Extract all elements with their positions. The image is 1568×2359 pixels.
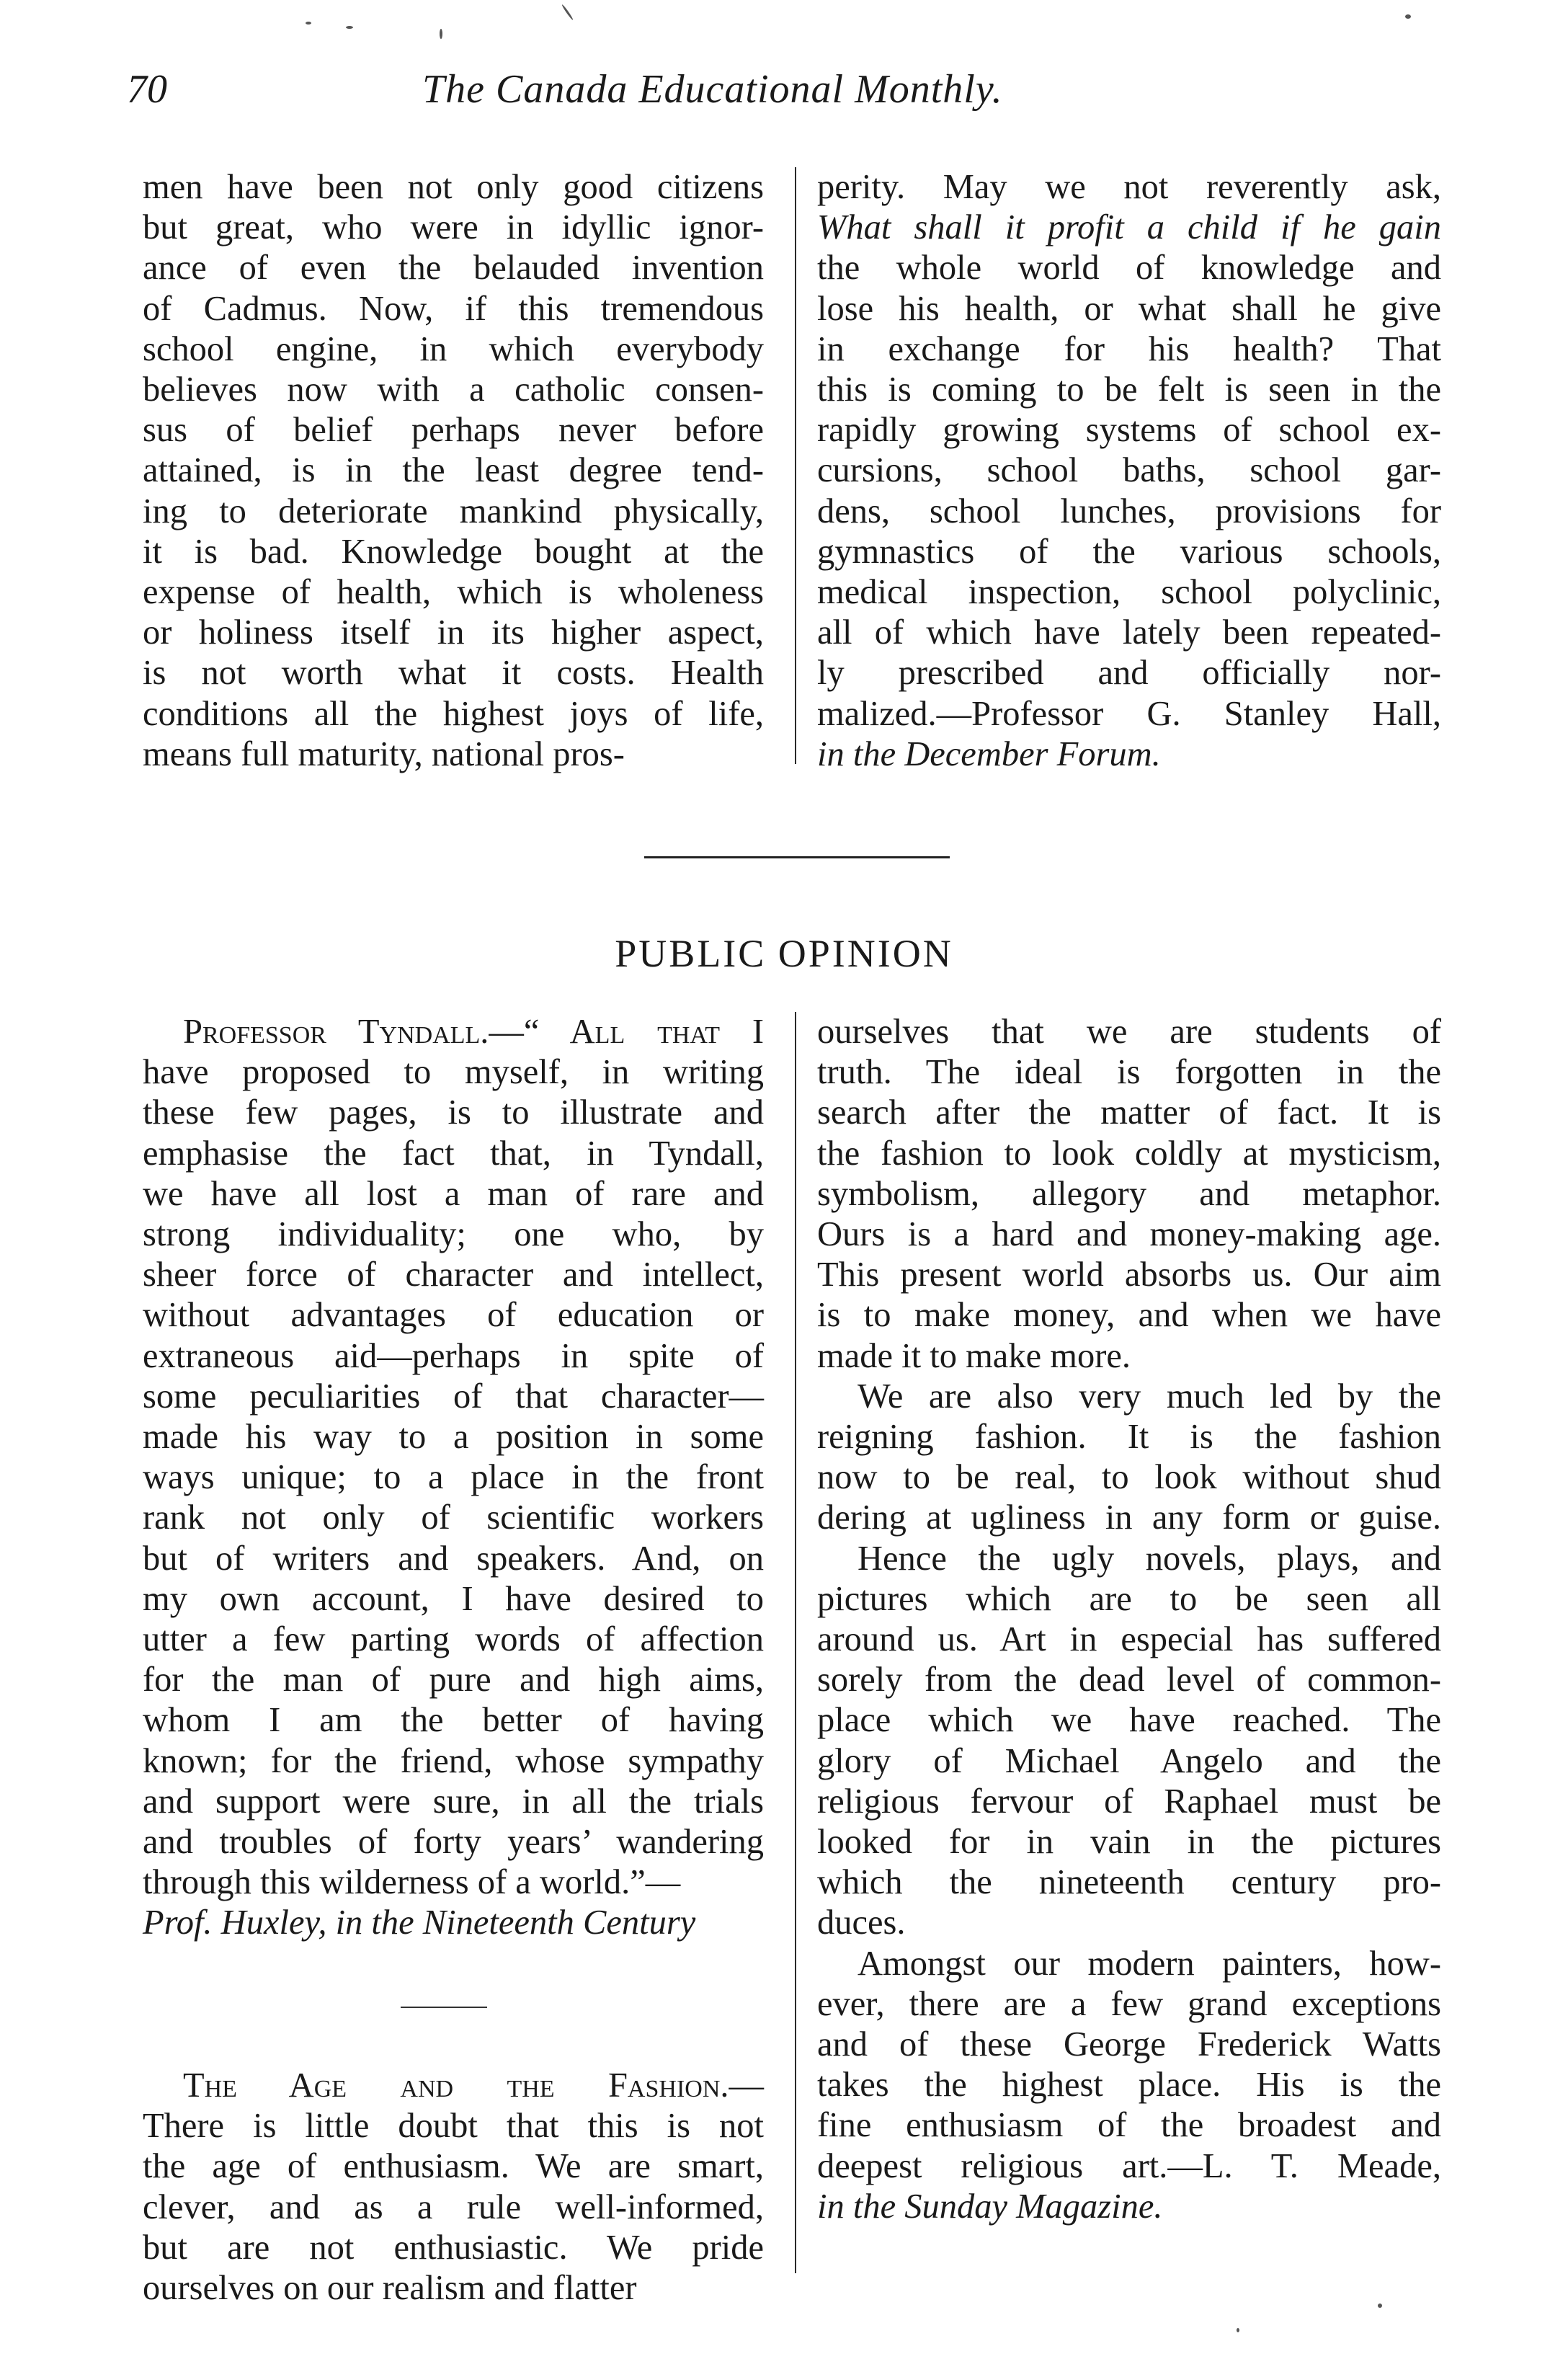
text-line: is not worth what it costs. Health bbox=[143, 654, 764, 693]
text-line: religious fervour of Raphael must be bbox=[817, 1782, 1441, 1821]
text-line: dering at ugliness in any form or guise. bbox=[817, 1498, 1441, 1537]
column-rule bbox=[795, 167, 796, 764]
text-line: What shall it profit a child if he gain bbox=[817, 208, 1441, 247]
text-line: sus of belief perhaps never before bbox=[143, 411, 764, 450]
text-line: perity. May we not reverently ask, bbox=[817, 168, 1441, 206]
text-line: the fashion to look coldly at mysticism, bbox=[817, 1134, 1441, 1173]
article-divider bbox=[401, 2007, 487, 2008]
print-speck bbox=[1405, 14, 1411, 19]
text-line: my own account, I have desired to bbox=[143, 1579, 764, 1618]
text-line: ance of even the belauded invention bbox=[143, 249, 764, 288]
text-line: Amongst our modern painters, how- bbox=[858, 1944, 1441, 1983]
text-line: lose his health, or what shall he give bbox=[817, 289, 1441, 328]
text-line: and troubles of forty years’ wandering bbox=[143, 1823, 764, 1862]
section-title: PUBLIC OPINION bbox=[615, 932, 953, 975]
text-line: symbolism, allegory and metaphor. bbox=[817, 1174, 1441, 1213]
text-line: ourselves on our realism and flatter bbox=[143, 2269, 637, 2308]
text-line: gymnastics of the various schools, bbox=[817, 532, 1441, 571]
text-line: these few pages, is to illustrate and bbox=[143, 1093, 764, 1132]
text-line: through this wilderness of a world.”— bbox=[143, 1863, 681, 1902]
text-line: ever, there are a few grand exceptions bbox=[817, 1984, 1441, 2023]
text-line: medical inspection, school polyclinic, bbox=[817, 573, 1441, 612]
text-line: Ours is a hard and money-making age. bbox=[817, 1215, 1441, 1254]
text-line: but of writers and speakers. And, on bbox=[143, 1539, 764, 1578]
text-line: school engine, in which everybody bbox=[143, 329, 764, 368]
text-line: means full maturity, national pros- bbox=[143, 734, 625, 773]
text-line: in the December Forum. bbox=[817, 734, 1161, 773]
text-line: or holiness itself in its higher aspect, bbox=[143, 613, 764, 652]
text-line: it is bad. Knowledge bought at the bbox=[143, 532, 764, 571]
print-speck bbox=[1378, 2304, 1382, 2308]
text-line: sheer force of character and intellect, bbox=[143, 1256, 764, 1294]
text-line: emphasise the fact that, in Tyndall, bbox=[143, 1134, 764, 1173]
text-line: ly prescribed and officially nor- bbox=[817, 654, 1441, 693]
page-header bbox=[127, 66, 1446, 124]
text-line: is to make money, and when we have bbox=[817, 1296, 1441, 1335]
text-line: ways unique; to a place in the front bbox=[143, 1458, 764, 1497]
text-line: The Age and the Fashion.— bbox=[183, 2066, 764, 2105]
text-line: men have been not only good citizens bbox=[143, 168, 764, 206]
text-line: for the man of pure and high aims, bbox=[143, 1661, 764, 1700]
page-number: 70 bbox=[127, 67, 167, 112]
text-line: of Cadmus. Now, if this tremendous bbox=[143, 289, 764, 328]
text-line: clever, and as a rule well-informed, bbox=[143, 2187, 764, 2226]
text-line: conditions all the highest joys of life, bbox=[143, 694, 764, 733]
print-speck bbox=[440, 29, 442, 39]
text-line: Prof. Huxley, in the Nineteenth Century bbox=[143, 1903, 696, 1942]
text-line: in the Sunday Magazine. bbox=[817, 2187, 1163, 2226]
text-line: utter a few parting words of affection bbox=[143, 1620, 764, 1659]
text-line: expense of health, which is wholeness bbox=[143, 573, 764, 612]
bottom-right-column bbox=[817, 1012, 1441, 2227]
text-line: duces. bbox=[817, 1903, 906, 1942]
text-line: cursions, school baths, school gar- bbox=[817, 451, 1441, 490]
print-speck bbox=[306, 22, 311, 25]
text-line: We are also very much led by the bbox=[858, 1377, 1441, 1416]
text-line: This present world absorbs us. Our aim bbox=[817, 1256, 1441, 1294]
text-line: made his way to a position in some bbox=[143, 1418, 764, 1457]
text-line: ing to deteriorate mankind physically, bbox=[143, 492, 764, 530]
text-line: and support were sure, in all the trials bbox=[143, 1782, 764, 1821]
text-line: the age of enthusiasm. We are smart, bbox=[143, 2147, 764, 2186]
text-line: malized.—Professor G. Stanley Hall, bbox=[817, 694, 1441, 733]
text-line: glory of Michael Angelo and the bbox=[817, 1741, 1441, 1780]
text-line: takes the highest place. His is the bbox=[817, 2066, 1441, 2105]
text-line: whom I am the better of having bbox=[143, 1701, 764, 1740]
column-rule bbox=[795, 1012, 796, 2273]
text-line: believes now with a catholic consen- bbox=[143, 370, 764, 409]
text-line: deepest religious art.—L. T. Meade, bbox=[817, 2146, 1441, 2185]
text-line: looked for in vain in the pictures bbox=[817, 1823, 1441, 1862]
text-line: we have all lost a man of rare and bbox=[143, 1174, 764, 1213]
text-line: made it to make more. bbox=[817, 1336, 1131, 1375]
top-left-column bbox=[143, 167, 764, 775]
text-line: fine enthusiasm of the broadest and bbox=[817, 2106, 1441, 2145]
text-line: all of which have lately been repeated- bbox=[817, 613, 1441, 652]
running-title: The Canada Educational Monthly. bbox=[422, 67, 1003, 112]
top-right-column bbox=[817, 167, 1441, 775]
print-speck bbox=[561, 4, 574, 20]
text-line: Hence the ugly novels, plays, and bbox=[858, 1539, 1441, 1578]
text-line: place which we have reached. The bbox=[817, 1701, 1441, 1740]
text-line: truth. The ideal is forgotten in the bbox=[817, 1053, 1441, 1092]
text-line: without advantages of education or bbox=[143, 1296, 764, 1335]
text-line: this is coming to be felt is seen in the bbox=[817, 370, 1441, 409]
text-line: attained, is in the least degree tend- bbox=[143, 451, 764, 490]
text-line: but are not enthusiastic. We pride bbox=[143, 2228, 764, 2267]
text-line: which the nineteenth century pro- bbox=[817, 1863, 1441, 1902]
text-line: have proposed to myself, in writing bbox=[143, 1053, 764, 1092]
text-line: the whole world of knowledge and bbox=[817, 249, 1441, 288]
text-line: now to be real, to look without shud bbox=[817, 1458, 1441, 1497]
print-speck bbox=[346, 26, 353, 29]
text-line: search after the matter of fact. It is bbox=[817, 1093, 1441, 1132]
text-line: rapidly growing systems of school ex- bbox=[817, 411, 1441, 450]
text-line: known; for the friend, whose sympathy bbox=[143, 1741, 764, 1780]
bottom-left-column bbox=[143, 1012, 764, 1944]
text-line: dens, school lunches, provisions for bbox=[817, 492, 1441, 530]
text-line: but great, who were in idyllic ignor- bbox=[143, 208, 764, 247]
text-line: ourselves that we are students of bbox=[817, 1013, 1441, 1051]
text-line: reigning fashion. It is the fashion bbox=[817, 1418, 1441, 1457]
text-line: and of these George Frederick Watts bbox=[817, 2025, 1441, 2064]
text-line: extraneous aid—perhaps in spite of bbox=[143, 1336, 764, 1375]
separator-rule bbox=[644, 856, 950, 858]
text-line: There is little doubt that this is not bbox=[143, 2107, 764, 2146]
text-line: rank not only of scientific workers bbox=[143, 1498, 764, 1537]
print-speck bbox=[1237, 2328, 1239, 2332]
text-line: around us. Art in especial has suffered bbox=[817, 1620, 1441, 1659]
bottom-left-column-2 bbox=[143, 2066, 764, 2309]
text-line: strong individuality; one who, by bbox=[143, 1215, 764, 1254]
text-line: in exchange for his health? That bbox=[817, 329, 1441, 368]
text-line: Professor Tyndall.—“ All that I bbox=[183, 1013, 764, 1051]
text-line: pictures which are to be seen all bbox=[817, 1579, 1441, 1618]
text-line: sorely from the dead level of common- bbox=[817, 1661, 1441, 1700]
text-line: some peculiarities of that character— bbox=[143, 1377, 764, 1416]
